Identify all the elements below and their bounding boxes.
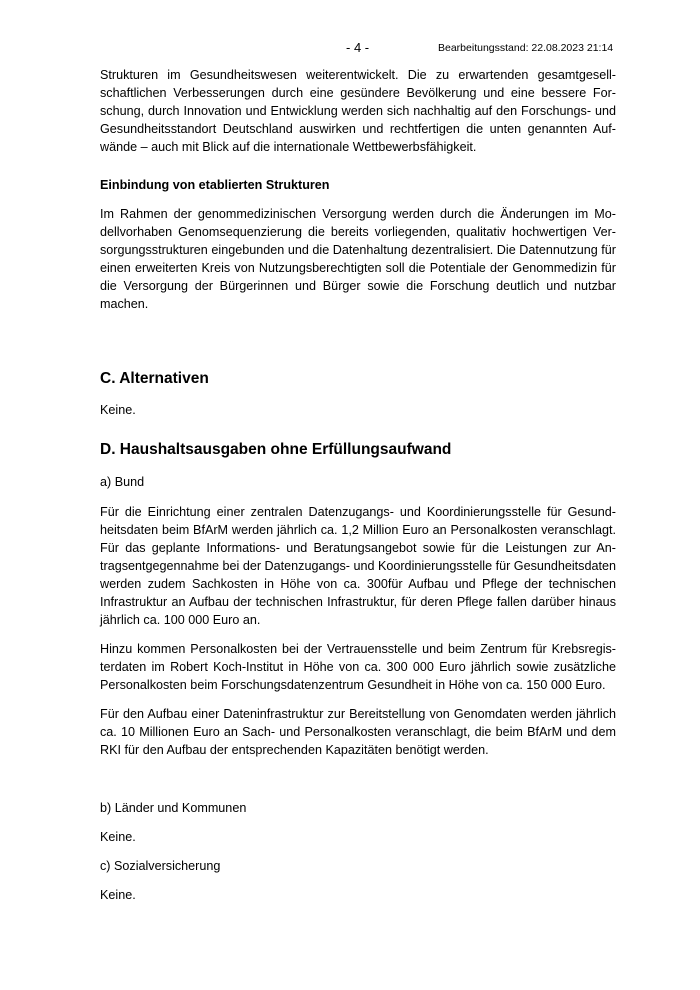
revision-status: Bearbeitungsstand: 22.08.2023 21:14	[438, 42, 614, 54]
document-body	[100, 66, 616, 904]
bund-label: a) Bund	[100, 475, 145, 489]
section-c-heading: C. Alternativen	[100, 370, 209, 387]
einbindung-paragraph: Im Rahmen der genommedizinischen Versorgung werden durch die Änderungen im Modellvorhaben Genomsequenzierung die bereits vorliegenden, qualitativ hochwertigen Versorgungsstrukturen eingebunden und die Datenhaltung dezentralisiert. Die Datennutzung für einen erweiterten Kreis von Nutzungsberechtigten soll die Potentiale der Genommedizin für die Versorgung der Bürgerinnen und Bürger sowie die Forschung deutlich und nutzbar machen.	[100, 207, 616, 311]
section-d-heading: D. Haushaltsausgaben ohne Erfüllungsaufwand	[100, 441, 452, 458]
einbindung-heading: Einbindung von etablierten Strukturen	[100, 178, 330, 192]
page-header	[0, 40, 700, 56]
sozialversicherung-label: c) Sozialversicherung	[100, 859, 221, 873]
intro-paragraph: Strukturen im Gesundheitswesen weiterentwickelt. Die zu erwartenden gesamtgesellschaftlichen Verbesserungen durch eine gesündere Bevölkerung und eine bessere Forschung, durch Innovation und Entwicklung werden sich nachhaltig auf den Forschungs- und Gesundheitsstandort Deutschland auswirken und rechtfertigen die unten genannten Aufwände – auch mit Blick auf die internationale Wettbewerbsfähigkeit.	[100, 68, 616, 154]
sozialversicherung-text: Keine.	[100, 888, 136, 902]
page-number: - 4 -	[346, 40, 370, 55]
bund-paragraph-3: Für den Aufbau einer Dateninfrastruktur zur Bereitstellung von Genomdaten werden jährlich ca. 10 Millionen Euro an Sach- und Personalkosten veranschlagt, die beim BfArM und dem RKI für den Aufbau der entsprechenden Kapazitäten benötigt werden.	[100, 707, 616, 757]
laender-text: Keine.	[100, 830, 136, 844]
bund-paragraph-1: Für die Einrichtung einer zentralen Datenzugangs- und Koordinierungsstelle für Gesundheitsdaten beim BfArM werden jährlich ca. 1,2 Million Euro an Personalkosten veranschlagt. Für das geplante Informations- und Beratungsangebot sowie für die Leistungen zur Antragsentgegennahme bei der Datenzugangs- und Koordinierungsstelle für Gesundheitsdaten werden zudem Sachkosten in Höhe von ca. 300für Aufbau und Pflege der technischen Infrastruktur an Aufbau der technischen Infrastruktur, für deren Pflege fallen darüber hinaus jährlich ca. 100 000 Euro an.	[100, 505, 616, 627]
laender-label: b) Länder und Kommunen	[100, 801, 247, 815]
section-c-text: Keine.	[100, 403, 136, 417]
bund-paragraph-2: Hinzu kommen Personalkosten bei der Vertrauensstelle und beim Zentrum für Krebsregisterdaten im Robert Koch-Institut in Höhe von ca. 300 000 Euro jährlich sowie zusätzliche Personalkosten beim Forschungsdatenzentrum Gesundheit in Höhe von ca. 150 000 Euro.	[100, 642, 616, 692]
